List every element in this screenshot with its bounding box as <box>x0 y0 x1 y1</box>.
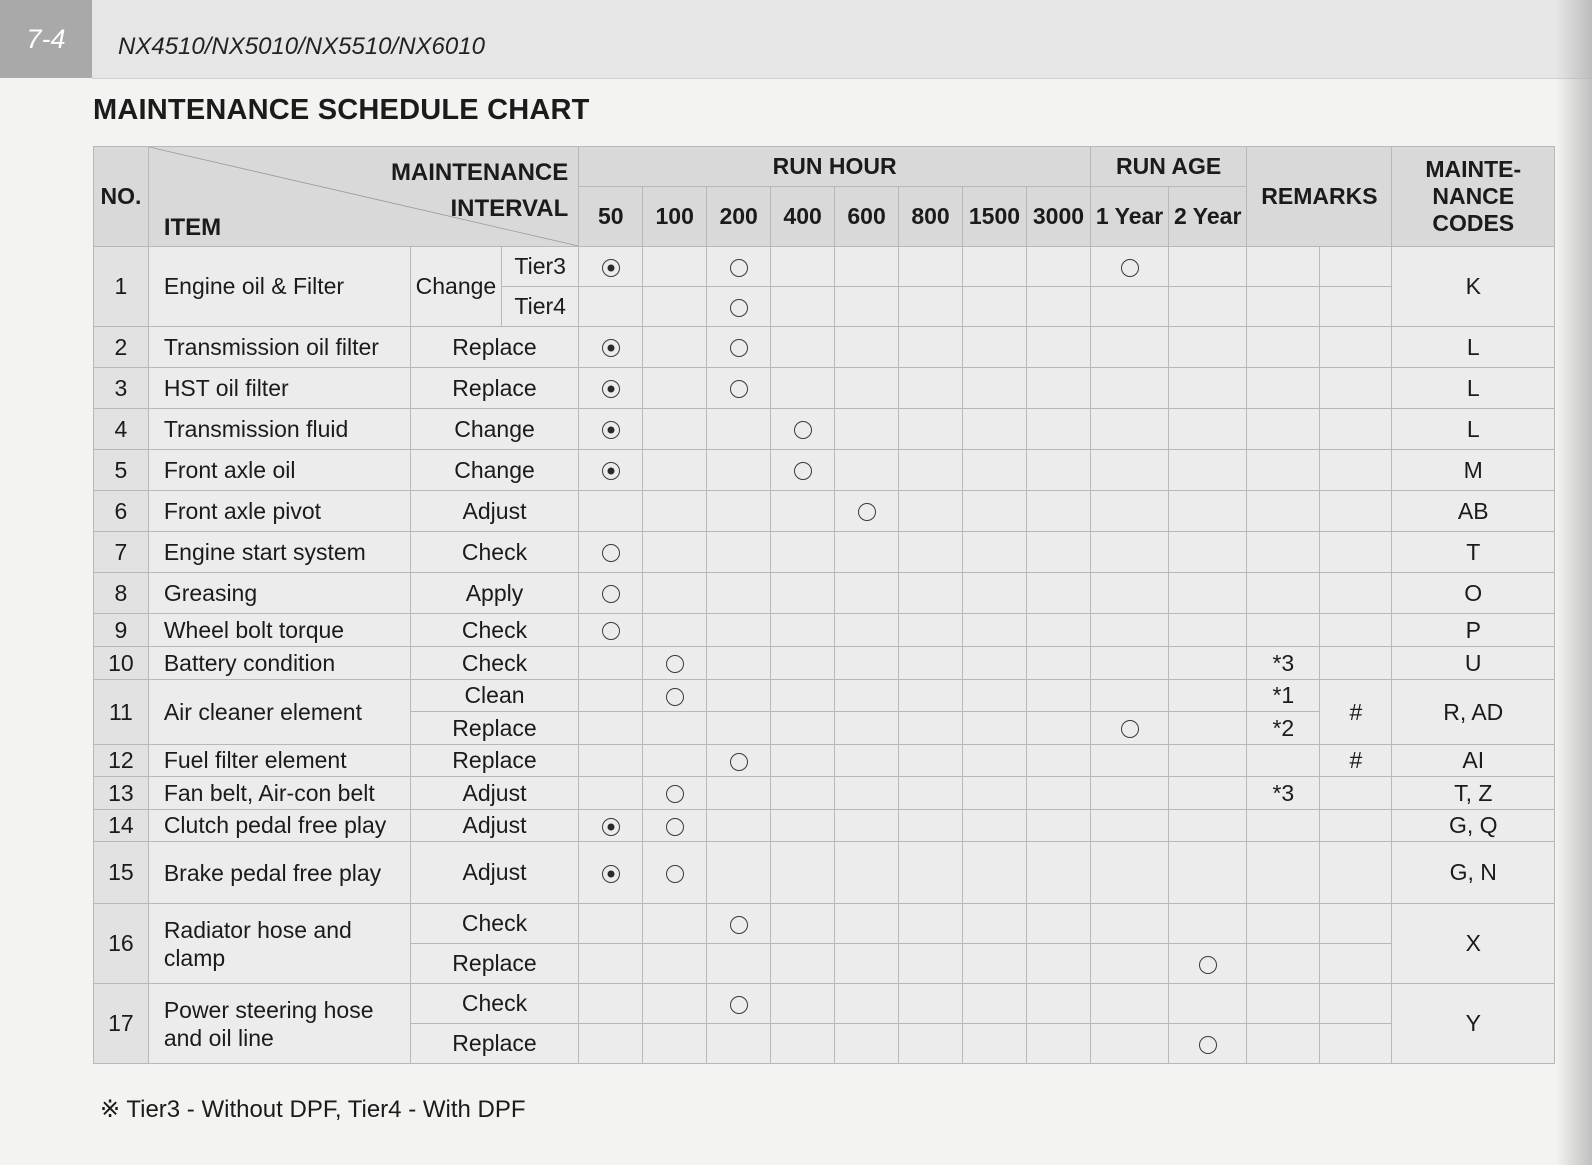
header-hour-800: 800 <box>899 187 963 247</box>
table-row <box>94 532 1555 573</box>
row-no: 14 <box>94 810 149 842</box>
row-action: Check <box>410 904 579 944</box>
interval-icon <box>730 380 748 398</box>
row-item: Battery condition <box>148 647 410 680</box>
row-item: Fan belt, Air-con belt <box>148 777 410 810</box>
row-item: Air cleaner element <box>148 680 410 745</box>
header-hour-3000: 3000 <box>1026 187 1090 247</box>
row-code: X <box>1392 904 1555 984</box>
row-code: M <box>1392 450 1555 491</box>
row-action: Check <box>410 647 579 680</box>
row-action: Check <box>410 984 579 1024</box>
table-row <box>94 842 1555 904</box>
row-action: Adjust <box>410 777 579 810</box>
table-row <box>94 647 1555 680</box>
row-no: 3 <box>94 368 149 409</box>
row-code: L <box>1392 327 1555 368</box>
row-item: Front axle pivot <box>148 491 410 532</box>
row-item: Clutch pedal free play <box>148 810 410 842</box>
interval-icon <box>666 785 684 803</box>
row-item: Transmission fluid <box>148 409 410 450</box>
row-action: Change <box>410 409 579 450</box>
row-code: AB <box>1392 491 1555 532</box>
row-no: 15 <box>94 842 149 904</box>
row-no: 11 <box>94 680 149 745</box>
header-interval-item <box>148 147 578 247</box>
row-remark-flag: # <box>1320 745 1392 777</box>
row-no: 10 <box>94 647 149 680</box>
interval-icon <box>1199 956 1217 974</box>
row-code: T, Z <box>1392 777 1555 810</box>
interval-icon <box>602 544 620 562</box>
row-subtype: Tier3 <box>502 247 579 287</box>
interval-icon <box>666 688 684 706</box>
row-no: 17 <box>94 984 149 1064</box>
row-action: Check <box>410 614 579 647</box>
interval-icon <box>1199 1036 1217 1054</box>
interval-icon <box>1121 259 1139 277</box>
first-service-icon <box>602 339 620 357</box>
page-number: 7-4 <box>0 0 92 78</box>
table-row <box>94 368 1555 409</box>
first-service-icon <box>602 462 620 480</box>
interval-icon <box>730 259 748 277</box>
interval-icon <box>730 299 748 317</box>
row-item: Power steering hose and oil line <box>148 984 410 1064</box>
row-remark: *3 <box>1247 777 1320 810</box>
row-action: Replace <box>410 368 579 409</box>
header-hour-400: 400 <box>771 187 835 247</box>
row-no: 13 <box>94 777 149 810</box>
row-remark: *3 <box>1247 647 1320 680</box>
interval-icon <box>1121 720 1139 738</box>
row-item: HST oil filter <box>148 368 410 409</box>
row-code: L <box>1392 409 1555 450</box>
row-subtype: Tier4 <box>502 287 579 327</box>
row-item: Radiator hose and clamp <box>148 904 410 984</box>
table-row <box>94 680 1555 712</box>
interval-icon <box>730 996 748 1014</box>
row-no: 2 <box>94 327 149 368</box>
row-item: Fuel filter element <box>148 745 410 777</box>
header-maintenance-codes: MAINTE-NANCE CODES <box>1392 147 1555 247</box>
row-item: Transmission oil filter <box>148 327 410 368</box>
row-remark: *1 <box>1247 680 1320 712</box>
row-no: 4 <box>94 409 149 450</box>
row-action: Replace <box>410 712 579 745</box>
row-action: Replace <box>410 944 579 984</box>
row-code: L <box>1392 368 1555 409</box>
interval-icon <box>666 865 684 883</box>
row-code: P <box>1392 614 1555 647</box>
row-item: Engine start system <box>148 532 410 573</box>
interval-icon <box>730 339 748 357</box>
row-code: O <box>1392 573 1555 614</box>
interval-icon <box>666 818 684 836</box>
row-item: Front axle oil <box>148 450 410 491</box>
row-action: Clean <box>410 680 579 712</box>
interval-icon <box>602 585 620 603</box>
table-row <box>94 777 1555 810</box>
interval-icon <box>602 622 620 640</box>
first-service-icon <box>602 380 620 398</box>
table-row <box>94 491 1555 532</box>
page-edge-shadow <box>1556 0 1592 1165</box>
table-row <box>94 450 1555 491</box>
table-row <box>94 810 1555 842</box>
row-item: Wheel bolt torque <box>148 614 410 647</box>
row-action: Adjust <box>410 810 579 842</box>
row-action: Change <box>410 247 501 327</box>
interval-icon <box>794 421 812 439</box>
footnote: ※ Tier3 - Without DPF, Tier4 - With DPF <box>100 1096 526 1123</box>
model-line: NX4510/NX5010/NX5510/NX6010 <box>118 33 485 60</box>
header-hour-200: 200 <box>707 187 771 247</box>
header-hour-50: 50 <box>579 187 643 247</box>
maintenance-schedule-table <box>93 146 1555 1064</box>
table-row <box>94 247 1555 287</box>
row-no: 6 <box>94 491 149 532</box>
row-code: K <box>1392 247 1555 327</box>
row-no: 16 <box>94 904 149 984</box>
first-service-icon <box>602 818 620 836</box>
row-action: Adjust <box>410 491 579 532</box>
row-code: G, Q <box>1392 810 1555 842</box>
interval-icon <box>858 503 876 521</box>
header-interval-line2: INTERVAL <box>450 195 569 222</box>
header-interval-line1: MAINTENANCE <box>390 159 569 186</box>
header-age-1-year: 1 Year <box>1090 187 1168 247</box>
row-code: G, N <box>1392 842 1555 904</box>
table-row <box>94 573 1555 614</box>
row-remark: *2 <box>1247 712 1320 745</box>
table-row <box>94 984 1555 1024</box>
interval-icon <box>794 462 812 480</box>
first-service-icon <box>602 259 620 277</box>
row-action: Replace <box>410 327 579 368</box>
table-row <box>94 327 1555 368</box>
header-hour-1500: 1500 <box>962 187 1026 247</box>
row-code: AI <box>1392 745 1555 777</box>
row-code: T <box>1392 532 1555 573</box>
header-maintenance-interval <box>391 155 568 227</box>
row-code: U <box>1392 647 1555 680</box>
row-no: 7 <box>94 532 149 573</box>
row-action: Adjust <box>410 842 579 904</box>
header-hour-600: 600 <box>835 187 899 247</box>
interval-icon <box>666 655 684 673</box>
table-row <box>94 904 1555 944</box>
header-age-2-year: 2 Year <box>1169 187 1247 247</box>
first-service-icon <box>602 421 620 439</box>
row-code: Y <box>1392 984 1555 1064</box>
header-run-hour: RUN HOUR <box>579 147 1091 187</box>
header-item: ITEM <box>163 214 222 241</box>
row-no: 1 <box>94 247 149 327</box>
row-item: Greasing <box>148 573 410 614</box>
interval-icon <box>730 753 748 771</box>
row-action: Replace <box>410 1024 579 1064</box>
row-remark-flag: # <box>1320 680 1392 745</box>
first-service-icon <box>602 865 620 883</box>
row-item: Brake pedal free play <box>148 842 410 904</box>
row-action: Change <box>410 450 579 491</box>
interval-icon <box>730 916 748 934</box>
row-action: Replace <box>410 745 579 777</box>
page-title: MAINTENANCE SCHEDULE CHART <box>93 94 590 126</box>
row-action: Check <box>410 532 579 573</box>
table-row <box>94 614 1555 647</box>
row-no: 9 <box>94 614 149 647</box>
header-no: NO. <box>94 147 149 247</box>
row-code: R, AD <box>1392 680 1555 745</box>
row-no: 8 <box>94 573 149 614</box>
row-no: 12 <box>94 745 149 777</box>
row-item: Engine oil & Filter <box>148 247 410 327</box>
table-row <box>94 409 1555 450</box>
header-run-age: RUN AGE <box>1090 147 1246 187</box>
header-remarks: REMARKS <box>1247 147 1392 247</box>
row-no: 5 <box>94 450 149 491</box>
header-hour-100: 100 <box>643 187 707 247</box>
row-action: Apply <box>410 573 579 614</box>
table-row <box>94 745 1555 777</box>
